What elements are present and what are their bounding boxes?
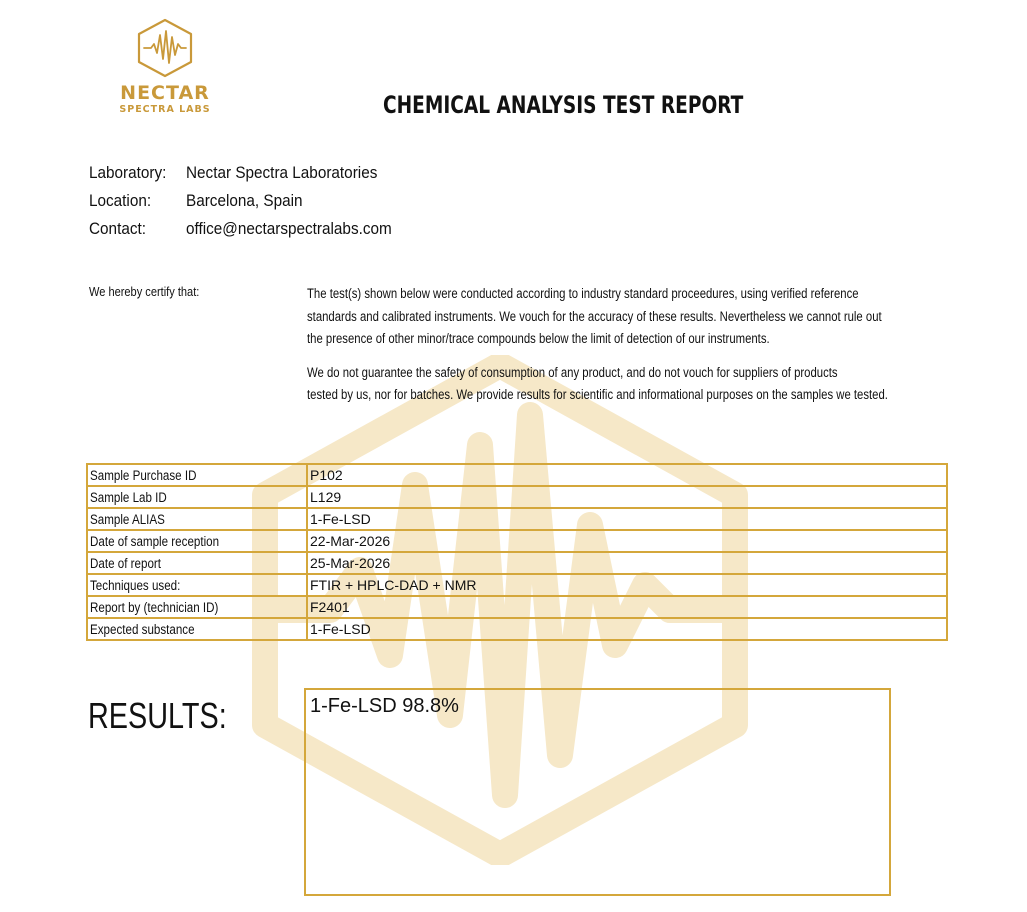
row-value: 25-Mar-2026 bbox=[307, 552, 947, 574]
text-line: We do not guarantee the safety of consumption of any product, and do not vouch for suppliers of products bbox=[307, 364, 838, 380]
info-value: Nectar Spectra Laboratories bbox=[186, 163, 378, 182]
contact-email: office@nectarspectralabs.com bbox=[186, 219, 392, 238]
text-line: The test(s) shown below were conducted according to industry standard proceedures, using verified reference bbox=[307, 286, 859, 301]
info-label: Laboratory: bbox=[89, 163, 167, 182]
info-value: Barcelona, Spain bbox=[186, 191, 303, 210]
info-label: Contact: bbox=[89, 219, 146, 238]
row-value: FTIR + HPLC-DAD + NMR bbox=[307, 574, 947, 596]
row-label: Date of report bbox=[87, 552, 307, 574]
table-row bbox=[87, 618, 947, 640]
certify-paragraph-1 bbox=[307, 283, 929, 351]
row-label: Sample ALIAS bbox=[87, 508, 307, 530]
logo-name: NECTAR bbox=[120, 82, 210, 104]
row-value: L129 bbox=[307, 486, 947, 508]
row-label: Report by (technician ID) bbox=[87, 596, 307, 618]
results-box bbox=[304, 688, 891, 896]
table-row bbox=[87, 552, 947, 574]
text-line: standards and calibrated instruments. We vouch for the accuracy of these results. Nevertheless we cannot rule out bbox=[307, 308, 882, 324]
certify-statement bbox=[307, 283, 929, 418]
text-line: the presence of other minor/trace compounds below the limit of detection of our instruments. bbox=[307, 331, 770, 346]
text-line: tested by us, nor for batches. We provide results for scientific and informational purposes on the samples we tested. bbox=[307, 387, 888, 402]
table-row bbox=[87, 596, 947, 618]
logo-subtitle: SPECTRA LABS bbox=[119, 104, 211, 115]
row-label: Date of sample reception bbox=[87, 530, 307, 552]
row-label: Sample Lab ID bbox=[87, 486, 307, 508]
waveform-hexagon-icon bbox=[136, 17, 194, 79]
results-heading: RESULTS: bbox=[88, 695, 227, 736]
info-row-contact bbox=[89, 219, 415, 247]
results-value: 1-Fe-LSD 98.8% bbox=[310, 695, 459, 717]
row-label: Techniques used: bbox=[87, 574, 307, 596]
report-title: CHEMICAL ANALYSIS TEST REPORT bbox=[383, 91, 744, 119]
info-row-laboratory bbox=[89, 163, 415, 191]
row-value: P102 bbox=[307, 464, 947, 486]
table-row bbox=[87, 574, 947, 596]
info-label: Location: bbox=[89, 191, 152, 210]
table-row bbox=[87, 464, 947, 486]
row-label: Expected substance bbox=[87, 618, 307, 640]
certify-paragraph-2 bbox=[307, 362, 929, 407]
certify-label: We hereby certify that: bbox=[89, 284, 200, 299]
table-row bbox=[87, 508, 947, 530]
sample-details-table bbox=[86, 463, 948, 641]
info-row-location bbox=[89, 191, 415, 219]
row-value: 1-Fe-LSD bbox=[307, 618, 947, 640]
row-label: Sample Purchase ID bbox=[87, 464, 307, 486]
row-value: F2401 bbox=[307, 596, 947, 618]
row-value: 22-Mar-2026 bbox=[307, 530, 947, 552]
company-logo bbox=[113, 17, 217, 115]
table-row bbox=[87, 486, 947, 508]
lab-info bbox=[89, 163, 415, 247]
row-value: 1-Fe-LSD bbox=[307, 508, 947, 530]
table-row bbox=[87, 530, 947, 552]
